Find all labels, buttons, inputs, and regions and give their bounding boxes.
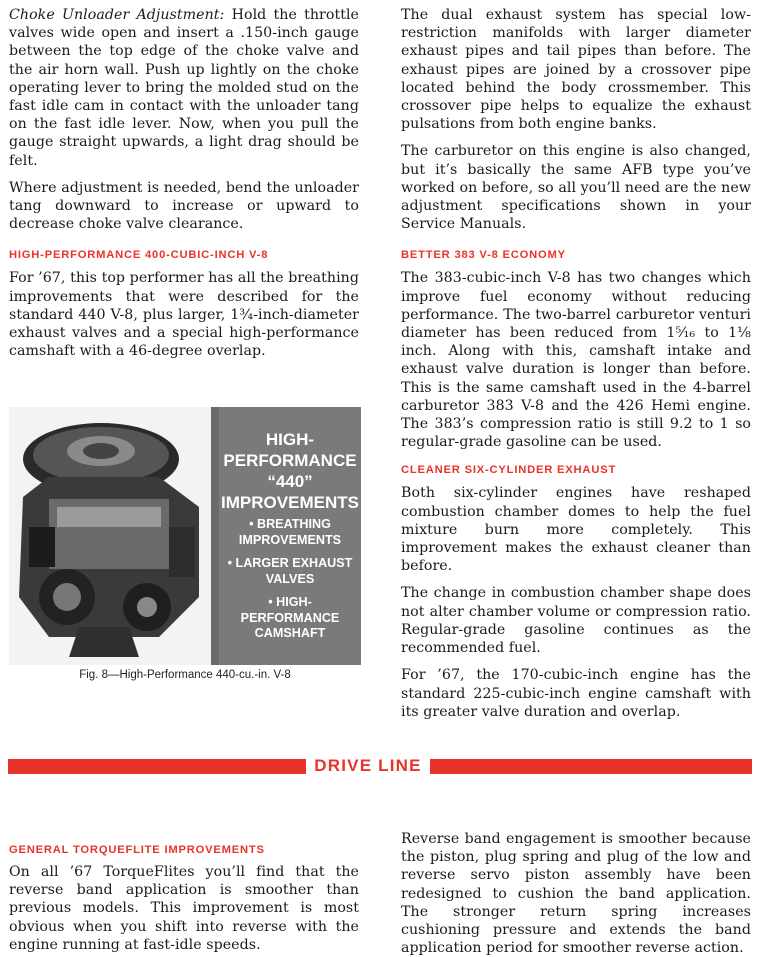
- economy-heading: BETTER 383 V-8 ECONOMY: [401, 249, 566, 262]
- right-column-bottom: [401, 830, 751, 957]
- economy-paragraph: The 383-cubic-inch V-8 has two changes which improve fuel economy without reducing performance. The two-barrel carburetor venturi diameter has been reduced from 1⁵⁄₁₆ to 1⅛ inch. Along with this, camshaft intake and exhaust valve duration is longer than before. This is the same camshaft used in the 4-barrel carburetor 383 V-8 and the 426 Hemi engine. The 383’s compression ratio is still 9.2 to 1 so regular-grade gasoline can be used.: [401, 270, 751, 451]
- panel-title-line: PERFORMANCE: [223, 451, 357, 470]
- hp-400-paragraph: For ’67, this top performer has all the breathing improvements that were described for the standard 440 V-8, plus larger, 1¾-inch-diameter exhaust valves and a special high-performance camshaft with a 46-degree overlap.: [9, 270, 359, 360]
- panel-bullet: • HIGH-PERFORMANCE CAMSHAFT: [240, 595, 340, 640]
- panel-title-line: “440”: [267, 472, 313, 491]
- left-column-top: [9, 6, 359, 360]
- section-bar-label: DRIVE LINE: [314, 756, 422, 775]
- section-bar-right: [430, 759, 752, 774]
- torqueflite-heading: GENERAL TORQUEFLITE IMPROVEMENTS: [9, 844, 265, 856]
- torqueflite-paragraph: On all ’67 TorqueFlites you’ll find that the reverse band application is smoother than previous models. This improvement is most obvious when you shift into reverse with the engine running at fast-idle speeds.: [9, 864, 359, 953]
- choke-unloader-lead: Choke Unloader Adjustment:: [9, 7, 225, 23]
- choke-adjustment-paragraph: Where adjustment is needed, bend the unloader tang downward to increase or upward to decrease choke valve clearance.: [9, 179, 359, 233]
- panel-title-line: IMPROVEMENTS: [221, 493, 359, 512]
- panel-bullet: • LARGER EXHAUST VALVES: [227, 556, 353, 586]
- panel-title: [219, 429, 361, 513]
- carburetor-paragraph: The carburetor on this engine is also changed, but it’s basically the same AFB type you’ve worked on before, so all you’ll need are the new adjustment specifications shown in your Service Manuals.: [401, 143, 751, 233]
- six-cylinder-paragraph-2: The change in combustion chamber shape does not alter chamber volume or compression ratio. Regular-grade gasoline continues as the recommended fuel.: [401, 585, 751, 657]
- section-bar-left: [8, 759, 306, 774]
- panel-bullets: [219, 517, 361, 650]
- left-column-bottom: [9, 843, 359, 954]
- right-column-top: [401, 6, 751, 721]
- engine-figure: [9, 407, 361, 665]
- six-cylinder-heading: CLEANER SIX-CYLINDER EXHAUST: [401, 464, 617, 477]
- panel-title-line: HIGH-: [265, 430, 315, 449]
- reverse-band-paragraph: Reverse band engagement is smoother because the piston, plug spring and plug of the low and reverse servo piston assembly have been redesigned to cushion the band application. The stronger return spring increases cushioning pressure and extends the band application period for smoother reverse action.: [401, 831, 751, 957]
- choke-unloader-paragraph: [9, 6, 359, 170]
- choke-unloader-body: Hold the throttle valves wide open and insert a .150-inch gauge between the top edge of the choke valve and the air horn wall. Push up lightly on the choke operating lever to bring the molded stud on the fast idle cam in contact with the unloader tang on the fast idle lever. Now, when you pull the gauge straight upwards, a light drag should be felt.: [9, 7, 359, 169]
- improvements-panel: [219, 407, 361, 665]
- hp-400-heading: HIGH-PERFORMANCE 400-CUBIC-INCH V-8: [9, 249, 269, 262]
- panel-bullet: • BREATHING IMPROVEMENTS: [238, 517, 342, 547]
- six-cylinder-paragraph-3: For ’67, the 170-cubic-inch engine has the standard 225-cubic-inch engine camshaft with its greater valve duration and overlap.: [401, 667, 751, 720]
- engine-photo: [9, 407, 211, 665]
- engine-illustration: [9, 407, 211, 665]
- dual-exhaust-paragraph: The dual exhaust system has special low-restriction manifolds with larger diameter exhaust pipes and tail pipes than before. The exhaust pipes are joined by a crossover pipe located behind the body crossmember. This crossover pipe helps to equalize the exhaust pulsations from both engine banks.: [401, 7, 751, 133]
- figure-caption: Fig. 8—High-Performance 440-cu.-in. V-8: [79, 669, 291, 681]
- six-cylinder-paragraph-1: Both six-cylinder engines have reshaped combustion chamber domes to help the fuel mixture burn more completely. This improvement makes the exhaust cleaner than before.: [401, 485, 751, 575]
